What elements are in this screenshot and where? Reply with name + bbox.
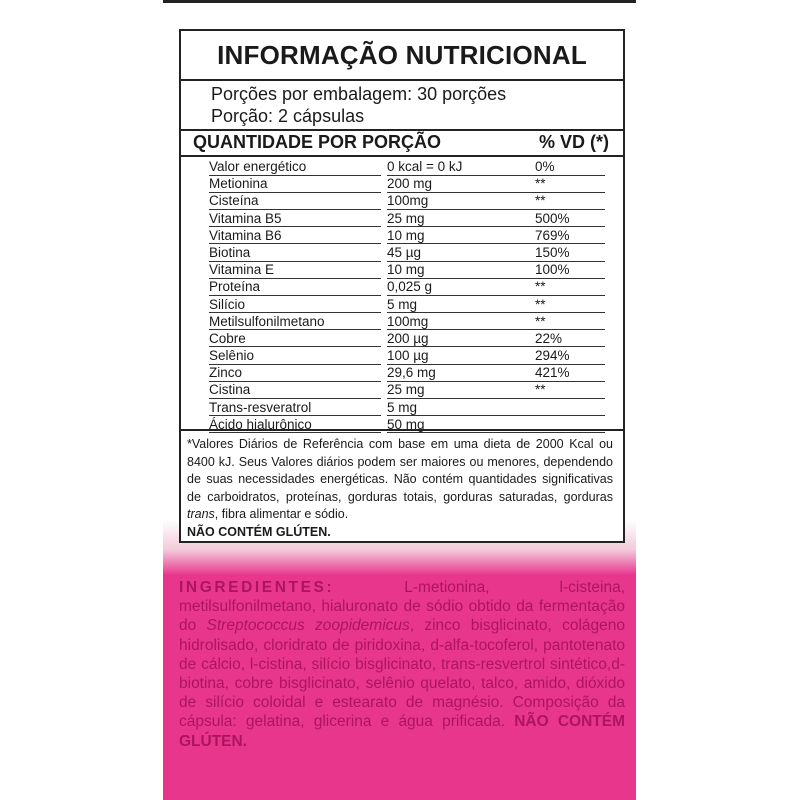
- nutrient-row: [181, 331, 623, 348]
- nutrient-vd: 769%: [535, 228, 605, 245]
- nutrient-vd: **: [535, 314, 605, 331]
- nutrient-row: [181, 176, 623, 193]
- nutrient-vd: 421%: [535, 365, 605, 382]
- footnote-text: *Valores Diários de Referência com base em uma dieta de 2000 Kcal ou 8400 kJ. Seus Valores diários podem ser maiores ou menores, dependendo de suas necessidades energéticas. Não contém quantidades significativas de carboidratos, proteínas, gorduras totais, gorduras saturadas, gorduras: [187, 437, 613, 504]
- quantity-header-row: [181, 129, 623, 157]
- nutrient-name: Cistina: [209, 382, 381, 399]
- nutrition-facts-table: [179, 29, 625, 543]
- nutrient-quantity: 45 µg: [387, 245, 543, 262]
- nutrient-name: Selênio: [209, 348, 381, 365]
- nutrient-name: Cobre: [209, 331, 381, 348]
- nutrient-name: Silício: [209, 297, 381, 314]
- footnote-trans: trans: [187, 507, 215, 521]
- nutrient-quantity: 200 µg: [387, 331, 543, 348]
- nutrient-vd: 0%: [535, 159, 605, 176]
- nutrient-row: [181, 297, 623, 314]
- nutrient-name: Proteína: [209, 279, 381, 296]
- nutrient-vd: **: [535, 382, 605, 399]
- nutrient-vd: 500%: [535, 211, 605, 228]
- nutrient-rows: [181, 157, 623, 434]
- nutrient-name: Metilsulfonilmetano: [209, 314, 381, 331]
- nutrient-vd: 100%: [535, 262, 605, 279]
- nutrient-vd: **: [535, 279, 605, 296]
- nutrient-vd: [535, 400, 605, 417]
- serving-size: Porção: 2 cápsulas: [211, 106, 365, 126]
- nutrient-row: [181, 245, 623, 262]
- servings-per-package: Porções por embalagem: 30 porções: [211, 84, 507, 104]
- top-edge-line: [163, 0, 636, 3]
- nutrient-name: Cisteína: [209, 193, 381, 210]
- ingredients-heading: INGREDIENTES:: [179, 579, 335, 596]
- nutrient-quantity: 5 mg: [387, 400, 543, 417]
- gluten-warning: NÃO CONTÉM GLÚTEN.: [187, 524, 331, 539]
- nutrient-row: [181, 279, 623, 296]
- nutrient-vd: **: [535, 193, 605, 210]
- nutrient-quantity: 25 mg: [387, 382, 543, 399]
- footnote-text-end: , fibra alimentar e sódio.: [214, 507, 349, 521]
- nutrient-quantity: 100mg: [387, 314, 543, 331]
- nutrient-quantity: 0 kcal = 0 kJ: [387, 159, 543, 176]
- nutrient-vd: **: [535, 176, 605, 193]
- nutrient-name: Trans-resveratrol: [209, 400, 381, 417]
- ingredients-text: L-metionina, l-cisteina, metilsulfonilmetano, hialuronato de sódio obtido da fermentação do: [179, 579, 625, 635]
- nutrient-row: [181, 159, 623, 176]
- nutrient-name: Vitamina E: [209, 262, 381, 279]
- nutrient-row: [181, 211, 623, 228]
- vd-header: % VD (*): [538, 132, 609, 152]
- nutrient-name: Metionina: [209, 176, 381, 193]
- nutrient-row: [181, 314, 623, 331]
- ingredients-species: Streptococcus zoopidemicus: [206, 617, 410, 635]
- nutrient-vd: **: [535, 297, 605, 314]
- nutrient-name: Ácido hialurônico: [209, 417, 381, 434]
- nutrient-name: Vitamina B6: [209, 228, 381, 245]
- ingredients-text-cont: , zinco bisglicinato, colágeno hidrolisado, cloridrato de piridoxina, d-alfa-tocoferol, pantotenato de cálcio, l-cistina, silício bisglicinato, trans-resvertrol sintético,d-biotina, cobre bisglicinato, selênio quelato, talco, amido, dióxido de silício coloidal e estearato de magnésio. Composição da cápsula: gelatina, glicerina e água prificada.: [179, 617, 625, 731]
- nutrient-vd: 150%: [535, 245, 605, 262]
- nutrient-row: [181, 400, 623, 417]
- nutrient-name: Vitamina B5: [209, 211, 381, 228]
- nutrient-quantity: 0,025 g: [387, 279, 543, 296]
- ingredients-gluten-warning: NÃO CONTÉM GLÚTEN.: [179, 713, 625, 750]
- nutrient-quantity: 200 mg: [387, 176, 543, 193]
- nutrient-name: Zinco: [209, 365, 381, 382]
- nutrient-quantity: 100 µg: [387, 348, 543, 365]
- nutrient-quantity: 10 mg: [387, 228, 543, 245]
- nutrition-title: INFORMAÇÃO NUTRICIONAL: [181, 31, 623, 81]
- nutrient-quantity: 50 mg: [387, 417, 543, 434]
- ingredients-block: [179, 578, 625, 751]
- nutrient-row: [181, 262, 623, 279]
- footnotes: [181, 429, 623, 541]
- nutrient-row: [181, 365, 623, 382]
- nutrient-quantity: 5 mg: [387, 297, 543, 314]
- nutrient-name: Biotina: [209, 245, 381, 262]
- nutrient-row: [181, 348, 623, 365]
- nutrient-row: [181, 193, 623, 210]
- nutrient-row: [181, 382, 623, 399]
- nutrient-name: Valor energético: [209, 159, 381, 176]
- nutrient-quantity: 29,6 mg: [387, 365, 543, 382]
- nutrient-vd: 22%: [535, 331, 605, 348]
- nutrient-quantity: 10 mg: [387, 262, 543, 279]
- nutrient-quantity: 100mg: [387, 193, 543, 210]
- serving-info: [181, 81, 623, 129]
- nutrient-vd: 294%: [535, 348, 605, 365]
- quantity-header: QUANTIDADE POR PORÇÃO: [193, 132, 442, 152]
- nutrient-row: [181, 228, 623, 245]
- nutrient-quantity: 25 mg: [387, 211, 543, 228]
